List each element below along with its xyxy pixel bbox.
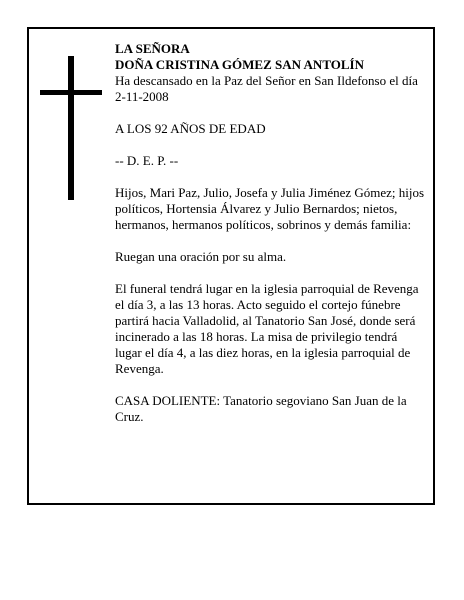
- notice-age: A LOS 92 AÑOS DE EDAD: [115, 121, 266, 136]
- obituary-notice: [27, 27, 435, 505]
- notice-intro: Ha descansado en la Paz del Señor en San Ildefonso el día 2-11-2008: [115, 73, 418, 104]
- notice-rip: -- D. E. P. --: [115, 153, 179, 168]
- notice-funeral: El funeral tendrá lugar en la iglesia parroquial de Revenga el día 3, a las 13 horas. Acto seguido el cortejo fúnebre partirá hacia Valladolid, al Tanatorio San José, donde será incinerado a las 18 horas. La misa de privilegio tendrá lugar el día 4, a las diez horas, en la iglesia parroquial de Revenga.: [115, 281, 419, 376]
- deceased-name: DOÑA CRISTINA GÓMEZ SAN ANTOLÍN: [115, 57, 364, 72]
- notice-prayer: Ruegan una oración por su alma.: [115, 249, 287, 264]
- cross-vertical-bar: [68, 56, 74, 200]
- notice-mourning-house: CASA DOLIENTE: Tanatorio segoviano San Juan de la Cruz.: [115, 393, 407, 424]
- notice-title-line1: LA SEÑORA: [115, 41, 190, 56]
- notice-text: [115, 41, 425, 425]
- cross-horizontal-bar: [40, 90, 102, 95]
- cross-icon: [40, 56, 102, 200]
- notice-family: Hijos, Mari Paz, Julio, Josefa y Julia Jiménez Gómez; hijos políticos, Hortensia Álvarez y Julio Bernardos; nietos, hermanos, hermanos políticos, sobrinos y demás familia:: [115, 185, 425, 232]
